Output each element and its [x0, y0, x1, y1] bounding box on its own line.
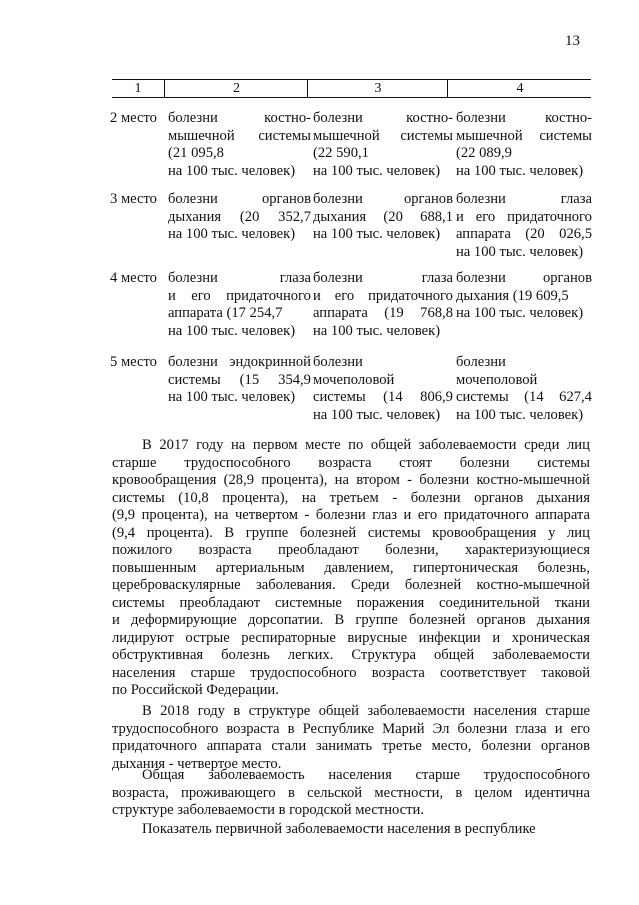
paragraph — [112, 821, 590, 839]
paragraph-line: населения старше трудоспособного возраста соответствует таковой — [112, 664, 590, 681]
table-header-col-4: 4 — [447, 80, 592, 97]
table-cell-line: (22 089,9 — [456, 145, 512, 161]
table-cell-line: болезни костно- — [313, 110, 453, 126]
paragraph-line: дыхания - четвертое место. — [112, 755, 282, 772]
paragraph-line: структуре заболеваемости в городской местности. — [112, 802, 424, 818]
table-cell-line: болезни органов — [456, 270, 592, 286]
paragraph-line: пожилого возраста преобладают болезни, характеризующиеся — [112, 542, 590, 558]
table-header-col-1: 1 — [134, 81, 142, 96]
table-cell-c3 — [313, 110, 453, 180]
paragraph-line: цереброваскулярные заболевания. Среди болезней костно-мышечной — [112, 577, 590, 593]
paragraph-line: В 2018 году в структуре общей заболеваемости населения старше — [142, 703, 590, 719]
table-cell-line: болезни костно- — [168, 110, 311, 126]
table-cell-line: на 100 тыс. человек) — [456, 406, 584, 423]
table-cell-line: болезни — [456, 354, 506, 370]
table-cell-line: на 100 тыс. человек) — [456, 162, 584, 179]
table-cell-line: и его придаточного — [313, 287, 453, 304]
table-header-col-2: 2 — [164, 80, 308, 97]
table-cell-c2 — [168, 191, 311, 244]
paragraph-line: Общая заболеваемость населения старше трудоспособного — [142, 767, 590, 783]
table-cell-line: системы (14 627,4 — [456, 389, 592, 405]
paragraph-line: повышенным артериальным давлением, гипертоническая болезнь, — [112, 559, 590, 576]
table-cell-c4 — [456, 354, 592, 424]
table-cell-line: мышечной системы — [168, 127, 311, 144]
table-cell-line: аппарата (17 254,7 — [168, 305, 283, 321]
paragraph-line: системы (10,8 процента), на третьем - болезни органов дыхания — [112, 489, 590, 506]
paragraph — [112, 703, 590, 773]
paragraph-line: кровообращения (28,9 процента), на втором - болезни костно-мышечной — [112, 472, 590, 488]
table-cell-line: (21 095,8 — [168, 145, 224, 161]
table-cell-line: на 100 тыс. человек) — [313, 406, 441, 423]
table-cell-line: на 100 тыс. человек) — [456, 305, 584, 321]
table-cell-line: мышечной системы — [456, 127, 592, 144]
paragraph — [112, 767, 590, 820]
table-cell-line: болезни органов — [168, 191, 311, 207]
table-cell-line: аппарата (20 026,5 — [456, 226, 592, 242]
table-cell-c2 — [168, 110, 311, 180]
table-cell-line: на 100 тыс. человек) — [456, 243, 584, 260]
table-cell-line: болезни глаза — [456, 191, 592, 207]
table-cell-line: на 100 тыс. человек) — [168, 226, 296, 242]
table-cell-line: на 100 тыс. человек) — [168, 322, 296, 339]
paragraph-line: (9,4 процента). В группе болезней системы кровообращения у лиц — [112, 524, 590, 541]
paragraph-line: трудоспособного возраста в Республике Марий Эл болезни глаза и его — [112, 720, 590, 737]
table-cell-line: на 100 тыс. человек) — [313, 322, 441, 339]
paragraph-line: придаточного аппарата стали занимать третье место, болезни органов — [112, 738, 590, 754]
paragraph-line: (9,9 процента), на четвертом - болезни глаз и его придаточного аппарата — [112, 507, 590, 523]
paragraph-line: системы преобладают системные поражения соединительной ткани — [112, 594, 590, 611]
table-rank-cell: 4 место — [110, 270, 157, 286]
table-rank-cell: 3 место — [110, 191, 157, 207]
paragraph — [112, 437, 590, 700]
table-cell-line: болезни — [313, 354, 363, 370]
table-cell-line: болезни эндокринной — [168, 354, 311, 370]
table-cell-line: (22 590,1 — [313, 145, 369, 161]
table-rank-cell: 5 место — [110, 354, 157, 370]
table-cell-line: на 100 тыс. человек) — [313, 226, 441, 242]
table-cell-line: на 100 тыс. человек) — [168, 162, 296, 179]
table-cell-c4 — [456, 110, 592, 180]
table-header-row — [112, 79, 591, 98]
table-cell-c3 — [313, 354, 453, 424]
paragraph-line: лидируют острые респираторные вирусные инфекции и хроническая — [112, 629, 590, 646]
table-cell-line: мочеполовой — [313, 371, 395, 388]
table-cell-c2 — [168, 270, 311, 340]
paragraph-line: возраста, проживающего в сельской местности, в целом идентична — [112, 784, 590, 801]
table-cell-line: болезни костно- — [456, 110, 592, 126]
table-rank-cell: 2 место — [110, 110, 157, 126]
table-header-col-3: 3 — [307, 80, 448, 97]
paragraph-line: В 2017 году на первом месте по общей заболеваемости среди лиц — [142, 437, 590, 453]
table-cell-c3 — [313, 191, 453, 244]
table-cell-line: системы (14 806,9 — [313, 389, 453, 405]
table-cell-line: болезни органов — [313, 191, 453, 207]
table-cell-line: болезни глаза — [313, 270, 453, 286]
table-cell-line: дыхания (19 609,5 — [456, 287, 569, 304]
paragraph-line: по Российской Федерации. — [112, 682, 279, 698]
table-cell-c4 — [456, 270, 592, 323]
table-cell-line: мочеполовой — [456, 371, 538, 388]
table-cell-line: системы (15 354,9 — [168, 371, 311, 388]
table-cell-c4 — [456, 191, 592, 261]
table-cell-line: на 100 тыс. человек) — [313, 162, 441, 179]
table-cell-c2 — [168, 354, 311, 407]
paragraph-line: и деформирующие дорсопатии. В группе болезней органов дыхания — [112, 612, 590, 628]
table-cell-line: мышечной системы — [313, 127, 453, 144]
paragraph-line: обструктивная болезнь легких. Структура общей заболеваемости — [112, 647, 590, 663]
table-cell-line: болезни глаза — [168, 270, 311, 286]
table-cell-line: и его придаточного — [168, 287, 311, 304]
paragraph-line: старше трудоспособного возраста стоят болезни системы — [112, 454, 590, 471]
table-cell-c3 — [313, 270, 453, 340]
paragraph-line: Показатель первичной заболеваемости населения в республике — [142, 821, 536, 837]
table-cell-line: аппарата (19 768,8 — [313, 305, 453, 321]
table-cell-line: дыхания (20 352,7 — [168, 208, 311, 225]
table-cell-line: на 100 тыс. человек) — [168, 389, 296, 405]
table-cell-line: и его придаточного — [456, 208, 592, 225]
page-number: 13 — [565, 33, 580, 49]
table-cell-line: дыхания (20 688,1 — [313, 208, 453, 225]
